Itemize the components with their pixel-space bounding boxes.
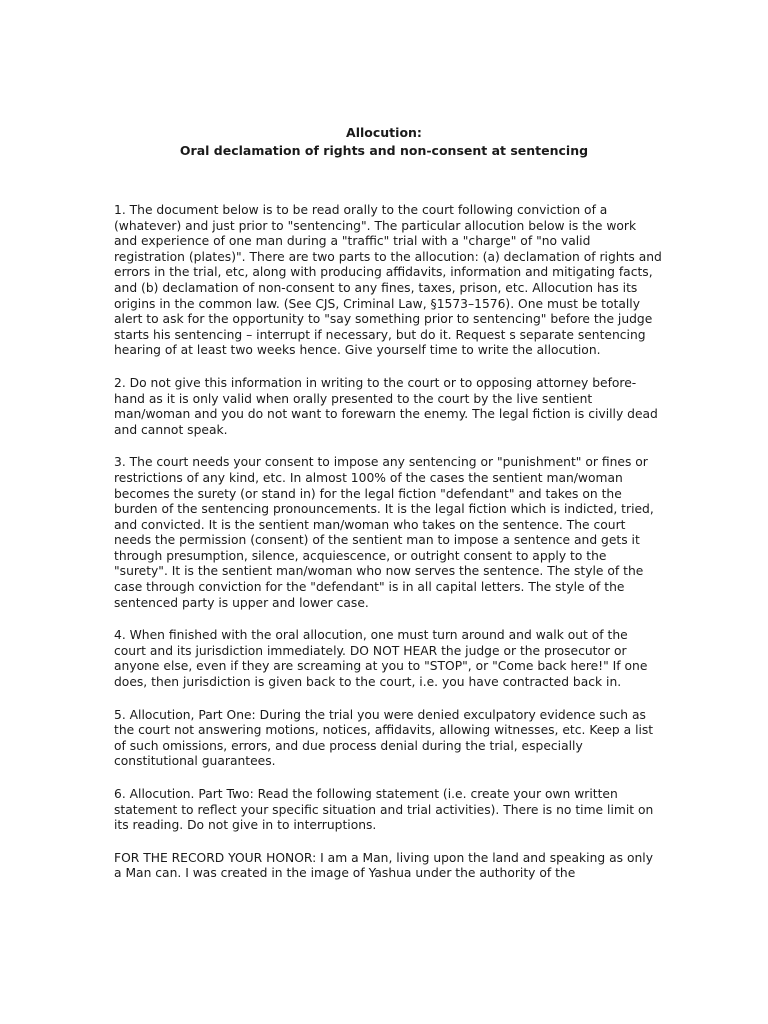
paragraph-5: 5. Allocution, Part One: During the trial you were denied exculpatory evidence such as the court not answering motions, notices, affidavits, allowing witnesses, etc. Keep a list of such omissions, errors, and due process denial during the trial, especially constitutional guarantees. — [114, 707, 654, 769]
title-block — [0, 124, 768, 160]
document-title: Allocution: — [346, 125, 422, 140]
document-body — [114, 203, 662, 899]
paragraph-1: 1. The document below is to be read orally to the court following conviction of a (whatever) and just prior to "sentencing". The particular allocution below is the work and experience of one man during a "traffic" trial with a "charge" of "no valid registration (plates)". There are two parts to the allocution: (a) declamation of rights and errors in the trial, etc, along with producing affidavits, information and mitigating facts, and (b) declamation of non-consent to any fines, taxes, prison, etc. Allocution has its origins in the common law. (See CJS, Criminal Law, §1573–1576). One must be totally alert to ask for the opportunity to "say something prior to sentencing" before the judge starts his sentencing – interrupt if necessary, but do it. Request s separate sentencing hearing of at least two weeks hence. Give yourself time to write the allocution. — [114, 203, 662, 358]
paragraph-3: 3. The court needs your consent to impose any sentencing or "punishment" or fines or restrictions of any kind, etc. In almost 100% of the cases the sentient man/woman becomes the surety (or stand in) for the legal fiction "defendant" and takes on the burden of the sentencing pronouncements. It is the legal fiction which is indicted, tried, and convicted. It is the sentient man/woman who takes on the sentence. The court needs the permission (consent) of the sentient man to impose a sentence and gets it through presumption, silence, acquiescence, or outright consent to apply to the "surety". It is the sentient man/woman who now serves the sentence. The style of the case through conviction for the "defendant" is in all capital letters. The style of the sentenced party is upper and lower case. — [114, 455, 654, 610]
paragraph-7: FOR THE RECORD YOUR HONOR: I am a Man, living upon the land and speaking as only a Man can. I was created in the image of Yashua under the authority of the — [114, 850, 653, 881]
paragraph-6: 6. Allocution. Part Two: Read the following statement (i.e. create your own written statement to reflect your specific situation and trial activities). There is no time limit on its reading. Do not give in to interruptions. — [114, 787, 654, 833]
paragraph-4: 4. When finished with the oral allocution, one must turn around and walk out of the court and its jurisdiction immediately. DO NOT HEAR the judge or the prosecutor or anyone else, even if they are screaming at you to "STOP", or "Come back here!" If one does, then jurisdiction is given back to the court, i.e. you have contracted back in. — [114, 628, 648, 690]
paragraph-2: 2. Do not give this information in writing to the court or to opposing attorney before-hand as it is only valid when orally presented to the court by the live sentient man/woman and you do not want to forewarn the enemy. The legal fiction is civilly dead and cannot speak. — [114, 375, 658, 437]
document-subtitle: Oral declamation of rights and non-consent at sentencing — [179, 143, 589, 158]
